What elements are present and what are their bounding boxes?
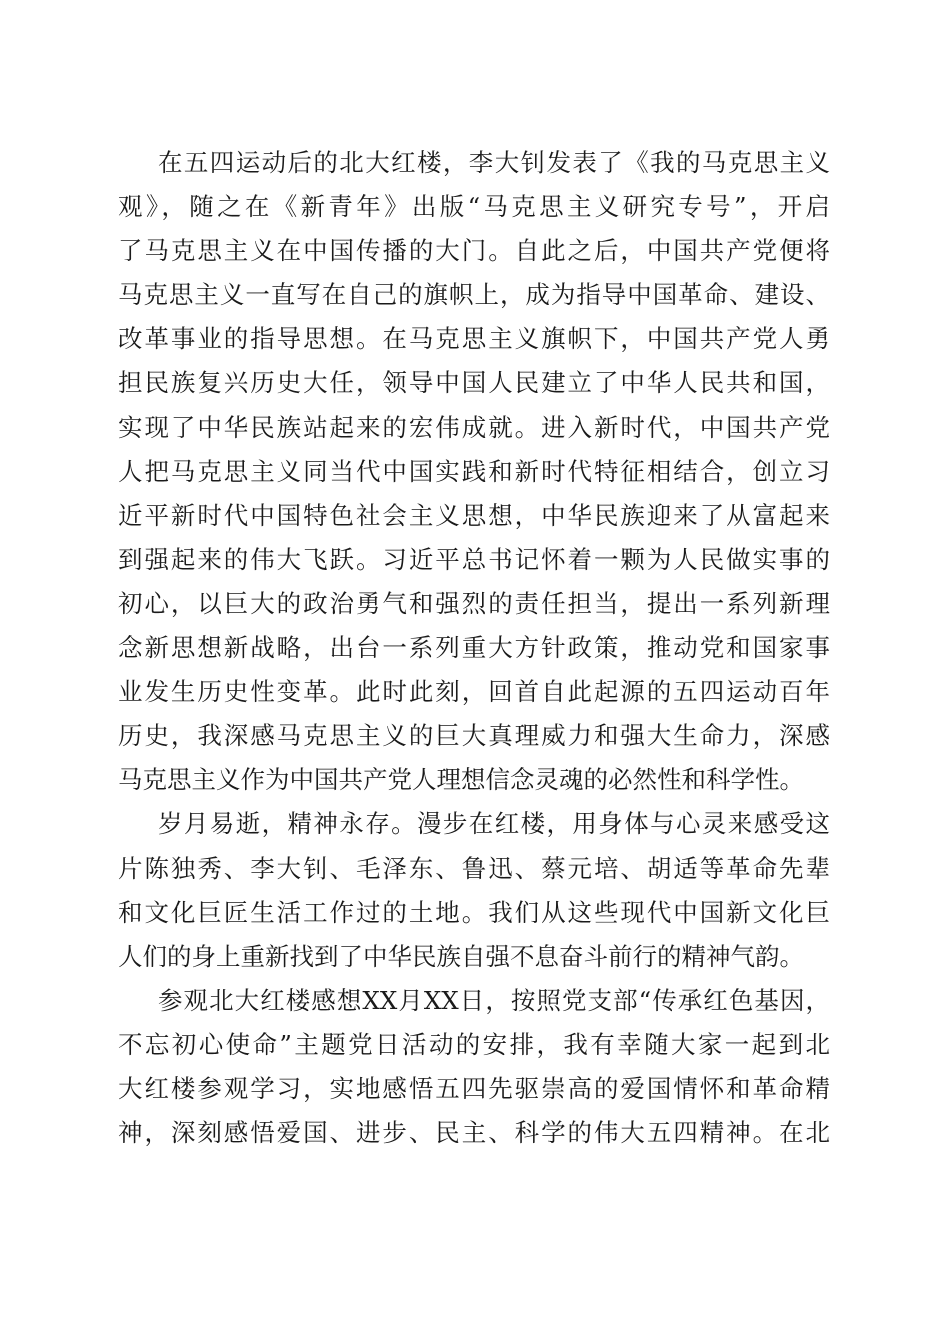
- paragraph-3: [118, 979, 830, 1155]
- body-text: [118, 141, 830, 1155]
- text-line: 大红楼参观学习，实地感悟五四先驱崇高的爱国情怀和革命精: [118, 1073, 830, 1103]
- text-line: 岁月易逝，精神永存。漫步在红楼，用身体与心灵来感受这: [158, 809, 830, 839]
- text-line: 马克思主义一直写在自己的旗帜上，成为指导中国革命、建设、: [118, 280, 830, 310]
- text-line: 片陈独秀、李大钊、毛泽东、鲁迅、蔡元培、胡适等革命先辈: [118, 853, 830, 883]
- text-line: 马克思主义作为中国共产党人理想信念灵魂的必然性和科学性。: [118, 765, 804, 795]
- paragraph-2: [118, 802, 830, 978]
- text-line: 神，深刻感悟爱国、进步、民主、科学的伟大五四精神。在北: [118, 1118, 830, 1148]
- text-line: 人们的身上重新找到了中华民族自强不息奋斗前行的精神气韵。: [118, 941, 804, 971]
- text-line: 不忘初心使命”主题党日活动的安排，我有幸随大家一起到北: [118, 1029, 830, 1059]
- text-line: 初心，以巨大的政治勇气和强烈的责任担当，提出一系列新理: [118, 588, 830, 618]
- text-line: 实现了中华民族站起来的宏伟成就。进入新时代，中国共产党: [118, 412, 830, 442]
- text-line: 近平新时代中国特色社会主义思想，中华民族迎来了从富起来: [118, 500, 830, 530]
- text-line: 观》，随之在《新青年》出版“马克思主义研究专号”，开启: [118, 192, 830, 222]
- text-line: 在五四运动后的北大红楼，李大钊发表了《我的马克思主义: [158, 148, 830, 177]
- text-line: 念新思想新战略，出台一系列重大方针政策，推动党和国家事: [118, 633, 830, 663]
- text-line: 人把马克思主义同当代中国实践和新时代特征相结合，创立习: [118, 456, 830, 486]
- text-line: 到强起来的伟大飞跃。习近平总书记怀着一颗为人民做实事的: [118, 544, 830, 574]
- text-line: 业发生历史性变革。此时此刻，回首自此起源的五四运动百年: [118, 677, 830, 707]
- text-line: 担民族复兴历史大任，领导中国人民建立了中华人民共和国，: [118, 368, 830, 398]
- text-line: 历史，我深感马克思主义的巨大真理威力和强大生命力，深感: [118, 721, 830, 751]
- text-line: 了马克思主义在中国传播的大门。自此之后，中国共产党便将: [118, 236, 830, 266]
- text-line: 和文化巨匠生活工作过的土地。我们从这些现代中国新文化巨: [118, 897, 830, 927]
- text-line: 改革事业的指导思想。在马克思主义旗帜下，中国共产党人勇: [118, 324, 830, 354]
- text-line: 参观北大红楼感想XX月XX日，按照党支部“传承红色基因，: [158, 985, 830, 1015]
- paragraph-1: [118, 141, 830, 802]
